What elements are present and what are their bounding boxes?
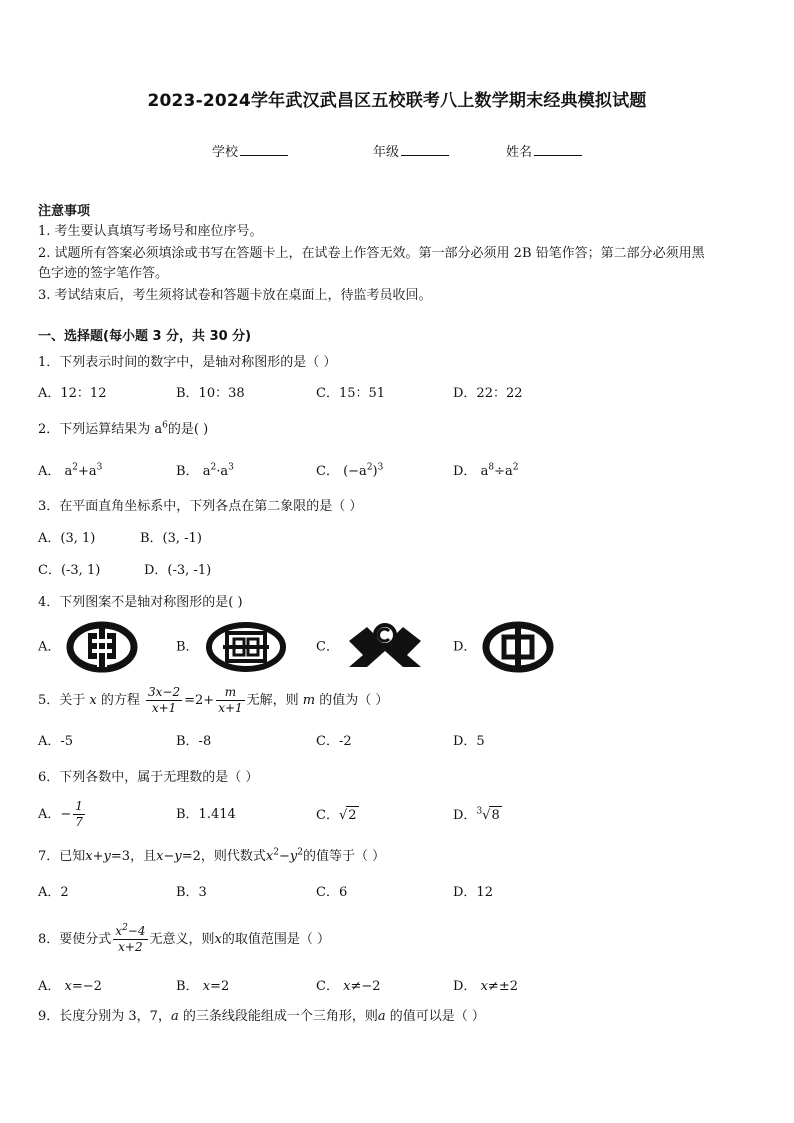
q8-stem: 8．要使分式 $\frac{x^2-4}{x+2}$ 无意义，则x的取值范围是（ ）: [38, 923, 330, 954]
q2-option-a[interactable]: A． $a^2+a^3$: [38, 462, 103, 479]
page-title: 2023-2024学年武汉武昌区五校联考八上数学期末经典模拟试题: [147, 91, 647, 111]
notice-item-2-cont: 色字迹的签字笔作答。: [38, 266, 169, 281]
q7-stem: 7．已知x+y=3，且x−y=2，则代数式$x^2-y^2$的值等于（ ）: [38, 847, 386, 864]
q2-option-c[interactable]: C． $(-a^2)^3$: [316, 462, 384, 479]
q8-option-b[interactable]: B． x=2: [176, 979, 230, 994]
q2-option-b[interactable]: B． $a^2\cdot a^3$: [176, 462, 234, 479]
student-info-row: [0, 141, 794, 161]
q5-option-b[interactable]: B．-8: [176, 734, 212, 749]
q4-option-a[interactable]: A．: [38, 621, 138, 674]
q2-option-d[interactable]: D． $a^8\div a^2$: [453, 462, 519, 479]
grade-blank[interactable]: [401, 142, 449, 156]
q5-stem: 5．关于 x 的方程 $\frac{3x-2}{x+1}$ =2+ $\frac{m}{x+1}$ 无解，则 m 的值为（ ）: [38, 685, 389, 715]
q8-option-d[interactable]: D． x≠±2: [453, 979, 518, 994]
q8-fraction: $\frac{x^2-4}{x+2}$: [115, 923, 146, 954]
bank-logo-b-icon: [205, 621, 287, 673]
q5-option-d[interactable]: D．5: [453, 734, 485, 749]
school-field[interactable]: 学校: [212, 141, 288, 160]
q5-fraction-left: $\frac{3x-2}{x+1}$: [148, 685, 181, 715]
q4-option-b[interactable]: B．: [176, 621, 287, 674]
q1-option-b[interactable]: B．10：38: [176, 386, 245, 401]
notice-item-3: 3. 考试结束后，考生须将试卷和答题卡放在桌面上，待监考员收回。: [38, 288, 432, 303]
q1-option-c[interactable]: C．15：51: [316, 386, 386, 401]
q1-option-a[interactable]: A．12：12: [38, 386, 107, 401]
q2-stem: 2．下列运算结果为 $a^6$的是( ): [38, 420, 209, 437]
q1-stem: 1．下列表示时间的数字中，是轴对称图形的是（ ）: [38, 355, 337, 370]
name-field[interactable]: 姓名: [506, 141, 582, 160]
q9-stem: 9．长度分别为 3，7，a 的三条线段能组成一个三角形，则a 的值可以是（ ）: [38, 1009, 485, 1024]
bank-logo-a-icon: [66, 621, 138, 673]
q3-stem: 3．在平面直角坐标系中，下列各点在第二象限的是（ ）: [38, 499, 363, 514]
q8-option-c[interactable]: C． x≠−2: [316, 979, 381, 994]
q8-option-a[interactable]: A． x=−2: [38, 979, 102, 994]
section-heading: 一、选择题(每小题 3 分，共 30 分): [38, 329, 252, 344]
q7-option-c[interactable]: C．6: [316, 885, 348, 900]
q7-option-b[interactable]: B．3: [176, 885, 207, 900]
q6-option-c[interactable]: C．√2: [316, 808, 357, 823]
q4-option-c[interactable]: C．: [316, 621, 425, 674]
q3-option-c[interactable]: C．(-3, 1): [38, 563, 101, 578]
q3-option-a[interactable]: A．(3, 1): [38, 531, 96, 546]
q6-option-b[interactable]: B．1.414: [176, 807, 236, 822]
bank-logo-d-icon: [482, 621, 554, 673]
q6-option-a[interactable]: A．− $\frac{1}{7}$: [38, 799, 83, 829]
notice-heading: 注意事项: [38, 204, 91, 219]
q1-option-d[interactable]: D．22：22: [453, 386, 523, 401]
bank-logo-c-icon: [345, 621, 425, 673]
notice-item-2: 2. 试题所有答案必须填涂或书写在答题卡上，在试卷上作答无效。第一部分必须用 2B 铅笔作答；第二部分必须用黑: [38, 246, 705, 261]
q5-option-a[interactable]: A．-5: [38, 734, 74, 749]
q3-option-b[interactable]: B．(3, -1): [140, 531, 202, 546]
name-blank[interactable]: [534, 142, 582, 156]
q5-option-c[interactable]: C．-2: [316, 734, 352, 749]
school-blank[interactable]: [240, 142, 288, 156]
grade-field[interactable]: 年级: [373, 141, 449, 160]
notice-item-1: 1. 考生要认真填写考场号和座位序号。: [38, 224, 263, 239]
q4-stem: 4．下列图案不是轴对称图形的是( ): [38, 595, 243, 610]
q7-option-d[interactable]: D．12: [453, 885, 493, 900]
q6-option-d[interactable]: D．$^3$√8: [453, 806, 500, 823]
q5-fraction-right: $\frac{m}{x+1}$: [218, 685, 243, 715]
q7-option-a[interactable]: A．2: [38, 885, 69, 900]
q4-option-d[interactable]: D．: [453, 621, 554, 674]
q3-option-d[interactable]: D．(-3, -1): [144, 563, 212, 578]
q6-stem: 6．下列各数中，属于无理数的是（ ）: [38, 770, 259, 785]
